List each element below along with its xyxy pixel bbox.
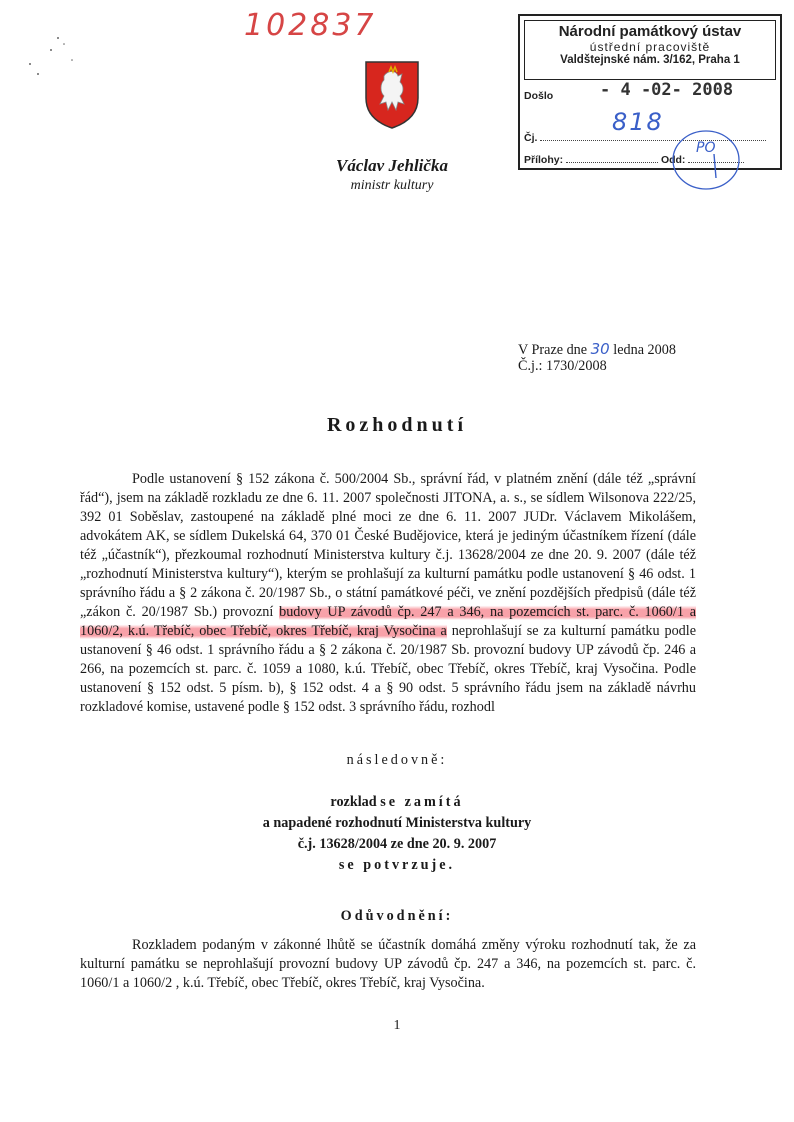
- verdict-line2: a napadené rozhodnutí Ministerstva kultury: [262, 815, 532, 831]
- receipt-stamp: [518, 14, 782, 170]
- stamp-received-date: - 4 -02- 2008: [600, 80, 734, 100]
- paragraph-text-a: Podle ustanovení § 152 zákona č. 500/2004 Sb., správní řád, v platném znění (dále též „správní řád“), jsem na základě rozkladu ze dne 6. 11. 2007 společnosti JITONA, a. s., se sídlem Wilsonova 222/25, 392 01 Soběslav, zastoupené na základě plné moci ze dne 6. 11. 2007 JUDr. Václavem Mikolášem, advokátem AK, se sídlem Dukelská 64, 370 01 České Budějovice, která je jediným účastníkem řízení (dále též „účastník“), přezkoumal rozhodnutí Ministerstva kultury č.j. 13628/2004 ze dne 20. 9. 2007 (dále též „rozhodnutí Ministerstva kultury“), kterým se prohlašují za kulturní památku podle ustanovení § 46 odst. 1 správního řádu a § 2 zákona č. 20/1987 Sb., o státní památkové péči, ve znění pozdějších předpisů (dále též „zákon č. 20/1987 Sb.) provozní: [80, 471, 696, 620]
- place-date: [518, 340, 676, 359]
- stamp-unit: ústřední pracoviště: [589, 40, 711, 54]
- page-number: 1: [393, 1018, 401, 1033]
- place-date-prefix: V Praze dne: [518, 342, 588, 358]
- coat-of-arms-logo: [362, 58, 422, 130]
- reasoning-text: Rozkladem podaným v zákonné lhůtě se účastník domáhá změny výroku rozhodnutí tak, že za kulturní památku se neprohlašují provozní budovy UP závodů čp. 247 a 346, na pozemcích st. parc. č. 1060/1 a 1060/2 , k.ú. Třebíč, obec Třebíč, okres Třebíč, kraj Vysočina.: [80, 937, 696, 991]
- verdict-line1-b: se zamítá: [380, 794, 464, 810]
- stamp-attachments-label: Přílohy:: [524, 154, 564, 166]
- stamp-ref-label: Čj.: [524, 132, 538, 144]
- as-follows: následovně:: [346, 752, 448, 768]
- verdict-line1-a: rozklad: [330, 794, 377, 810]
- paragraph-text-b: neprohlašují se za kulturní památku podle ustanovení § 46 odst. 1 správního řádu a § 2 zákona č. 20/1987 Sb. provozní budovy UP závodů čp. 246 a 266, na pozemcích st. parc. č. 1059 a 1080, k.ú. Třebíč, obec Třebíč, okres Třebíč, kraj Vysočina. Podle ustanovení § 152 odst. 5 písm. b), § 152 odst. 4 a § 90 odst. 5 správního řádu jsem na základě návrhu rozkladové komise, ustavené podle § 152 odst. 3 správního řádu, rozhodl: [80, 623, 696, 715]
- stamp-dept-value: PO: [696, 140, 716, 156]
- minister-title: ministr kultury: [350, 178, 434, 193]
- verdict-line3: č.j. 13628/2004 ze dne 20. 9. 2007: [297, 836, 497, 852]
- reference-number: Č.j.: 1730/2008: [518, 358, 607, 374]
- decision-paragraph: [80, 470, 696, 717]
- place-date-suffix: ledna 2008: [613, 342, 676, 358]
- scan-marks: [18, 30, 88, 80]
- stamp-received-label: Došlo: [524, 90, 554, 102]
- minister-name: Václav Jehlička: [336, 156, 448, 175]
- stamp-address: Valdštejnské nám. 3/162, Praha 1: [560, 54, 740, 66]
- stamp-header: [524, 20, 776, 80]
- stamp-circle: [670, 128, 742, 192]
- stamp-institution: Národní památkový ústav: [558, 23, 742, 40]
- document-title: Rozhodnutí: [326, 414, 468, 436]
- reasoning-heading: Odůvodnění:: [340, 908, 454, 924]
- stamp-dept-label: Odd:: [660, 154, 686, 166]
- verdict-line4: se potvrzuje.: [338, 857, 456, 873]
- place-date-day: 30: [590, 340, 610, 358]
- stamp-ref-value: 818: [612, 108, 664, 136]
- handwritten-number: 102837: [244, 8, 377, 43]
- highlighted-text: budovy UP závodů čp. 247 a 346, na pozemcích st. parc. č. 1060/1 a 1060/2, k.ú. Třebíč, obec Třebíč, okres Třebíč, kraj Vysočina a: [80, 604, 697, 639]
- reasoning-paragraph: [80, 936, 696, 993]
- verdict: [0, 792, 794, 876]
